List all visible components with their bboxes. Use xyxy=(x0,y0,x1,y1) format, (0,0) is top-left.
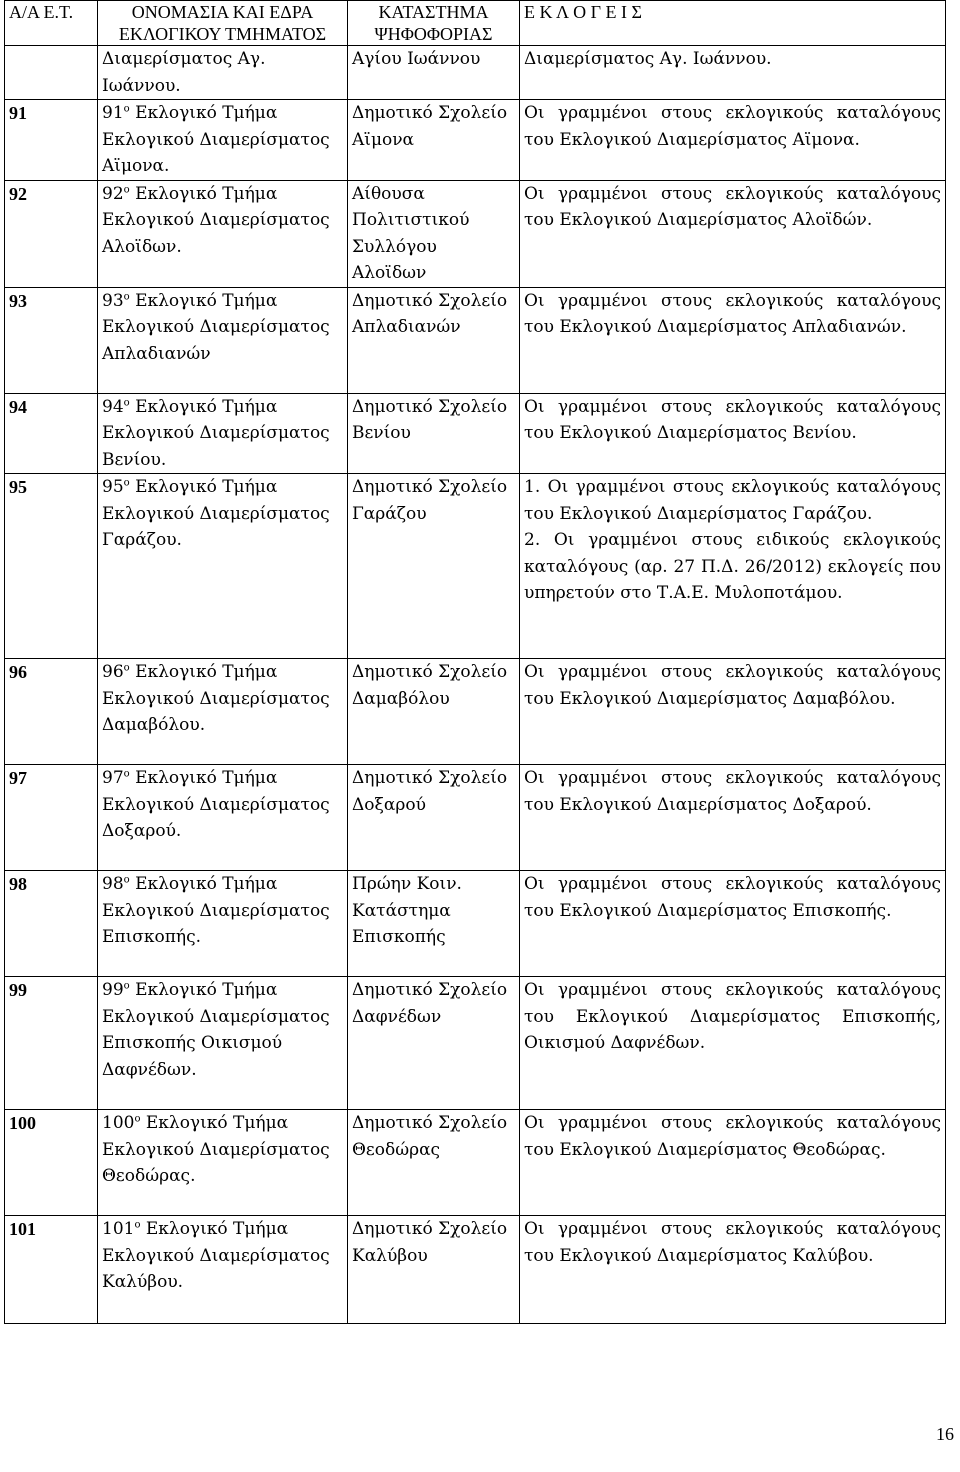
polling-venue: Δημοτικό Σχολείο Αϊμονα xyxy=(348,100,520,181)
section-number: 98 xyxy=(5,871,98,977)
table-row xyxy=(5,1110,946,1216)
ordinal-suffix: ο xyxy=(123,183,130,195)
table-row xyxy=(5,474,946,659)
continued-section: Διαμερίσματος Αγ. Ιωάννου. xyxy=(98,46,348,100)
polling-venue: Δημοτικό Σχολείο Γαράζου xyxy=(348,474,520,659)
section-ordinal: 93 xyxy=(102,290,124,311)
header-store: ΚΑΤΑΣΤΗΜΑ ΨΗΦΟΦΟΡΙΑΣ xyxy=(348,1,520,46)
polling-venue: Δημοτικό Σχολείο Καλύβου xyxy=(348,1216,520,1324)
table-row xyxy=(5,100,946,181)
polling-venue: Δημοτικό Σχολείο Απλαδιανών xyxy=(348,287,520,393)
table-row xyxy=(5,1216,946,1324)
section-name xyxy=(98,180,348,287)
section-number: 101 xyxy=(5,1216,98,1324)
voters-text: Οι γραμμένοι στους εκλογικούς καταλόγους του Εκλογικού Διαμερίσματος Αϊμονα. xyxy=(524,103,941,150)
ordinal-suffix: ο xyxy=(123,768,130,780)
continued-row xyxy=(5,46,946,100)
section-ordinal: 91 xyxy=(102,103,124,123)
section-title: Εκλογικό Τμήμα Εκλογικού Διαμερίσματος Δοξαρού. xyxy=(102,768,330,841)
section-name xyxy=(98,871,348,977)
continued-num xyxy=(5,46,98,100)
section-name xyxy=(98,474,348,659)
section-ordinal: 97 xyxy=(102,768,124,788)
section-name xyxy=(98,393,348,474)
section-ordinal: 99 xyxy=(102,980,124,1000)
table-row xyxy=(5,977,946,1110)
voters-description xyxy=(520,1110,946,1216)
polling-stations-table xyxy=(4,0,946,1324)
polling-venue: Δημοτικό Σχολείο Δαμαβόλου xyxy=(348,659,520,765)
table-row xyxy=(5,287,946,393)
header-voters: Ε Κ Λ Ο Γ Ε Ι Σ xyxy=(520,1,946,46)
section-number: 97 xyxy=(5,765,98,871)
ordinal-suffix: ο xyxy=(123,477,130,489)
section-name xyxy=(98,977,348,1110)
section-title: Εκλογικό Τμήμα Εκλογικού Διαμερίσματος Θεοδώρας. xyxy=(102,1113,330,1186)
voters-text: Οι γραμμένοι στους εκλογικούς καταλόγους του Εκλογικού Διαμερίσματος Καλύβου. xyxy=(524,1219,941,1266)
section-number: 95 xyxy=(5,474,98,659)
continued-voters: Διαμερίσματος Αγ. Ιωάννου. xyxy=(520,46,946,100)
voters-description xyxy=(520,659,946,765)
polling-venue: Δημοτικό Σχολείο Δαφνέδων xyxy=(348,977,520,1110)
section-number: 100 xyxy=(5,1110,98,1216)
section-name xyxy=(98,659,348,765)
section-ordinal: 98 xyxy=(102,874,124,894)
section-ordinal: 101 xyxy=(102,1219,135,1239)
table-row xyxy=(5,393,946,474)
polling-venue: Δημοτικό Σχολείο Δοξαρού xyxy=(348,765,520,871)
section-ordinal: 95 xyxy=(102,477,124,497)
section-title: Εκλογικό Τμήμα Εκλογικού Διαμερίσματος Αϊμονα. xyxy=(102,103,330,176)
voters-description xyxy=(520,1216,946,1324)
page-number: 16 xyxy=(936,1424,954,1444)
voters-text: Οι γραμμένοι στους εκλογικούς καταλόγους του Εκλογικού Διαμερίσματος Επισκοπής. xyxy=(524,874,941,921)
section-title: Εκλογικό Τμήμα Εκλογικού Διαμερίσματος Επισκοπής. xyxy=(102,874,330,947)
header-section: ΟΝΟΜΑΣΙΑ ΚΑΙ ΕΔΡΑ ΕΚΛΟΓΙΚΟΥ ΤΜΗΜΑΤΟΣ xyxy=(98,1,348,46)
section-number: 94 xyxy=(5,393,98,474)
table-row xyxy=(5,871,946,977)
voters-text: 1. Οι γραμμένοι στους εκλογικούς καταλόγους του Εκλογικού Διαμερίσματος Γαράζου. xyxy=(524,477,941,524)
section-ordinal: 92 xyxy=(102,183,124,204)
voters-description xyxy=(520,977,946,1110)
section-title: Εκλογικό Τμήμα Εκλογικού Διαμερίσματος Γαράζου. xyxy=(102,477,330,550)
voters-text: Οι γραμμένοι στους εκλογικούς καταλόγους του Εκλογικού Διαμερίσματος Βενίου. xyxy=(524,396,941,443)
section-ordinal: 94 xyxy=(102,396,124,417)
section-name xyxy=(98,1110,348,1216)
voters-text: Οι γραμμένοι στους εκλογικούς καταλόγους του Εκλογικού Διαμερίσματος Αλοϊδών. xyxy=(524,183,941,230)
voters-description xyxy=(520,180,946,287)
section-title: Εκλογικό Τμήμα Εκλογικού Διαμερίσματος Καλύβου. xyxy=(102,1219,330,1292)
header-row xyxy=(5,1,946,46)
section-number: 91 xyxy=(5,100,98,181)
voters-description xyxy=(520,871,946,977)
section-number: 96 xyxy=(5,659,98,765)
table-row xyxy=(5,659,946,765)
section-title: Εκλογικό Τμήμα Εκλογικού Διαμερίσματος Απλαδιανών xyxy=(102,290,330,364)
voters-text: Οι γραμμένοι στους εκλογικούς καταλόγους του Εκλογικού Διαμερίσματος Επισκοπής, Οικισμού Δαφνέδων. xyxy=(524,980,941,1053)
table-row xyxy=(5,180,946,287)
section-ordinal: 96 xyxy=(102,662,124,682)
section-number: 99 xyxy=(5,977,98,1110)
section-title: Εκλογικό Τμήμα Εκλογικού Διαμερίσματος Βενίου. xyxy=(102,396,330,470)
polling-venue: Δημοτικό Σχολείο Θεοδώρας xyxy=(348,1110,520,1216)
voters-text: Οι γραμμένοι στους εκλογικούς καταλόγους του Εκλογικού Διαμερίσματος Απλαδιανών. xyxy=(524,290,941,337)
ordinal-suffix: ο xyxy=(123,662,130,674)
header-num: Α/Α Ε.Τ. xyxy=(5,1,98,46)
section-name xyxy=(98,287,348,393)
voters-text-2: 2. Οι γραμμένοι στους ειδικούς εκλογικούς καταλόγους (αρ. 27 Π.Δ. 26/2012) εκλογείς που υπηρετούν στο Τ.Α.Ε. Μυλοποτάμου. xyxy=(524,530,941,603)
ordinal-suffix: ο xyxy=(123,290,130,302)
ordinal-suffix: ο xyxy=(123,980,130,992)
continued-store: Αγίου Ιωάννου xyxy=(348,46,520,100)
voters-description xyxy=(520,287,946,393)
voters-text: Οι γραμμένοι στους εκλογικούς καταλόγους του Εκλογικού Διαμερίσματος Δαμαβόλου. xyxy=(524,662,941,709)
ordinal-suffix: ο xyxy=(123,396,130,408)
section-ordinal: 100 xyxy=(102,1113,135,1133)
voters-description xyxy=(520,765,946,871)
polling-venue: Δημοτικό Σχολείο Βενίου xyxy=(348,393,520,474)
section-title: Εκλογικό Τμήμα Εκλογικού Διαμερίσματος Επισκοπής Οικισμού Δαφνέδων. xyxy=(102,980,330,1080)
ordinal-suffix: ο xyxy=(134,1219,141,1231)
section-number: 93 xyxy=(5,287,98,393)
voters-text: Οι γραμμένοι στους εκλογικούς καταλόγους του Εκλογικού Διαμερίσματος Θεοδώρας. xyxy=(524,1113,941,1160)
section-title: Εκλογικό Τμήμα Εκλογικού Διαμερίσματος Αλοϊδων. xyxy=(102,183,330,257)
section-name xyxy=(98,1216,348,1324)
ordinal-suffix: ο xyxy=(134,1113,141,1125)
table-row xyxy=(5,765,946,871)
section-name xyxy=(98,765,348,871)
section-name xyxy=(98,100,348,181)
section-number: 92 xyxy=(5,180,98,287)
voters-description xyxy=(520,100,946,181)
section-title: Εκλογικό Τμήμα Εκλογικού Διαμερίσματος Δαμαβόλου. xyxy=(102,662,330,735)
ordinal-suffix: ο xyxy=(123,874,130,886)
ordinal-suffix: ο xyxy=(123,103,130,115)
polling-venue: Αίθουσα Πολιτιστικού Συλλόγου Αλοϊδων xyxy=(348,180,520,287)
polling-venue: Πρώην Κοιν. Κατάστημα Επισκοπής xyxy=(348,871,520,977)
voters-description xyxy=(520,474,946,659)
voters-text: Οι γραμμένοι στους εκλογικούς καταλόγους του Εκλογικού Διαμερίσματος Δοξαρού. xyxy=(524,768,941,815)
voters-description xyxy=(520,393,946,474)
